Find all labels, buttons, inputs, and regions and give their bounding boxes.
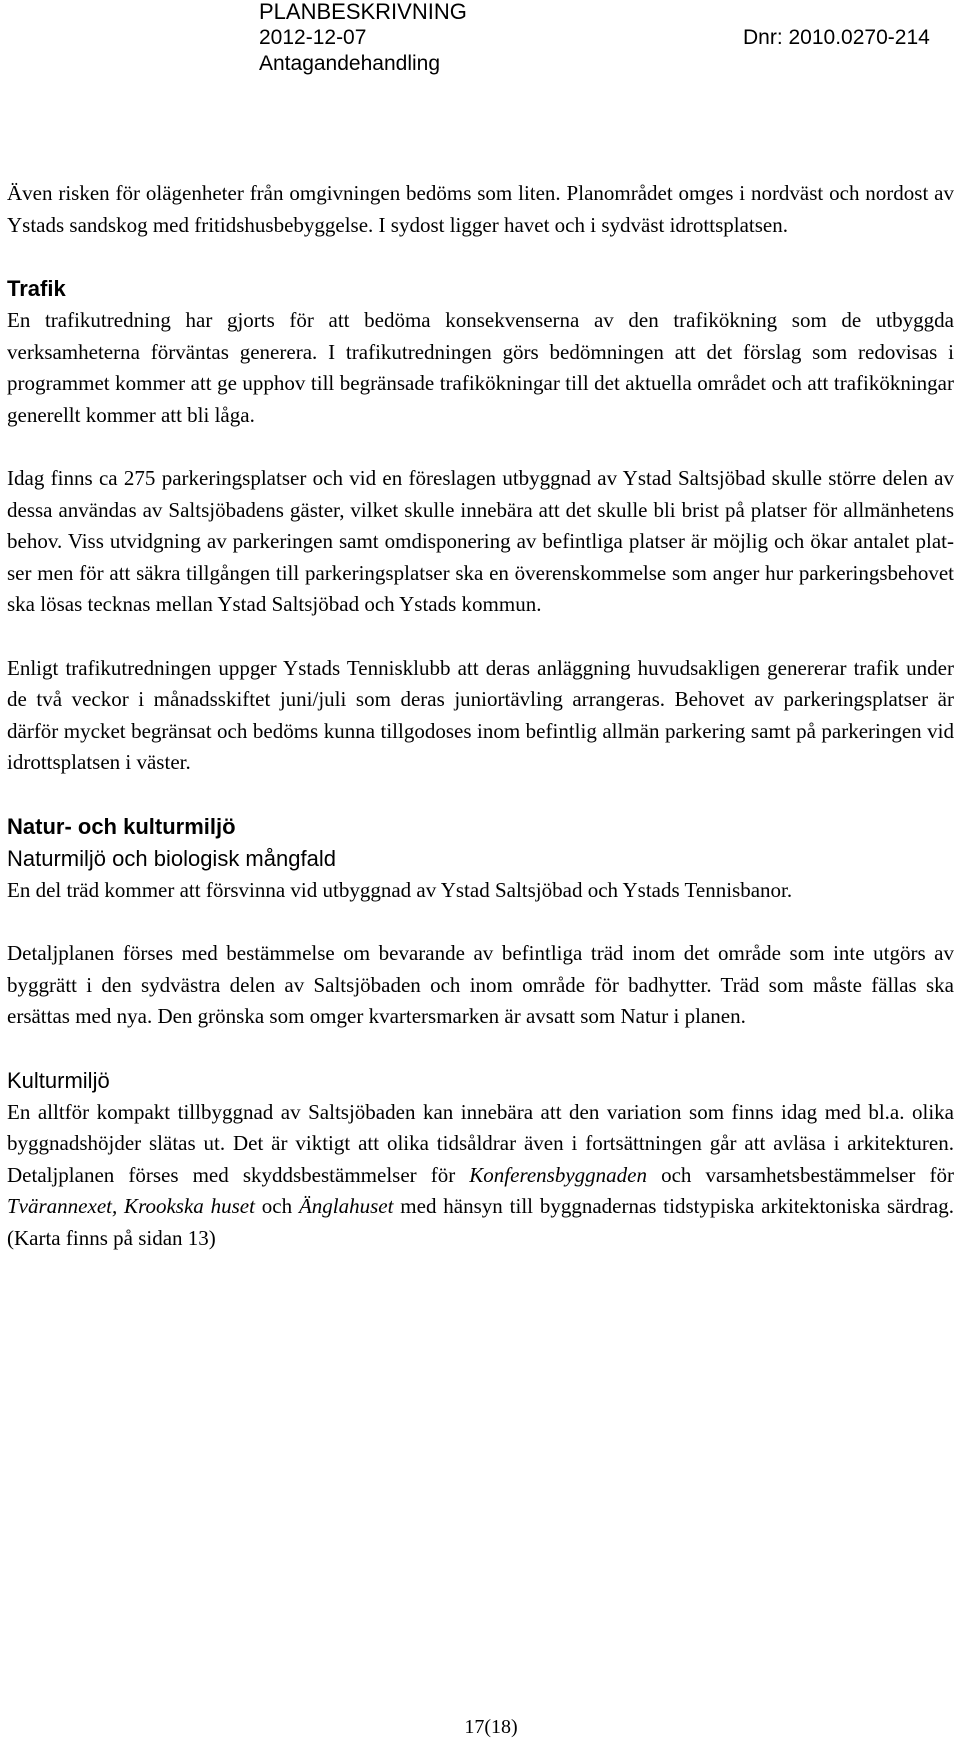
trafik-paragraph-3: Enligt trafikutredningen uppger Ystads Tennisklubb att deras anläggning huvudsakligen genererar trafik under de två veckor i månadsskiftet juni/juli som deras juniortävling arrangeras. Behovet av parkeringsplatser är därför mycket begränsat och bedöms kunna tillgodoses inom befintlig allmän parkering samt på parkeringen vid idrottsplatsen i väster. <box>7 655 954 774</box>
intro-paragraph: Även risken för olägenheter från omgivningen bedöms som liten. Planområdet omges i nordväst och nordost av Ystads sandskog med fritidshusbebyggelse. I sydost ligger havet och i sydväst idrottsplatsen. <box>7 181 954 237</box>
kultur-text-c: och <box>254 1194 299 1218</box>
building-name-konferensbyggnaden: Konferensbyggnaden <box>469 1162 647 1187</box>
section-heading-natur-kultur: Natur- och kulturmiljö <box>7 813 236 839</box>
kultur-text-d: med hänsyn till byggnadernas tidstypiska arkitektoniska särdrag. (Karta finns på sidan 13) <box>7 1194 954 1250</box>
document-diary-number: Dnr: 2010.0270-214 <box>743 26 930 49</box>
document-type-title: PLANBESKRIVNING <box>259 0 467 24</box>
natur-paragraph-1: En del träd kommer att försvinna vid utbyggnad av Ystad Saltsjöbad och Ystads Tennisbanor. <box>7 877 793 902</box>
kultur-paragraph <box>7 1097 954 1255</box>
trafik-paragraph-1: En trafikutredning har gjorts för att bedöma konsekvenserna av den trafikökning som de utbyggda verksamheterna förväntas generera. I trafikutredningen görs bedömningen att det förslag som redovisas i programmet kommer att ge upphov till begränsade trafikökningar till det aktuella området och att trafikökningar generellt kommer att bli låga. <box>7 308 954 427</box>
subheading-kulturmiljo: Kulturmiljö <box>7 1067 110 1093</box>
building-name-anglahuset: Änglahuset <box>298 1194 394 1218</box>
subheading-naturmiljo: Naturmiljö och biologisk mångfald <box>7 845 336 871</box>
kultur-text-a: En alltför kompakt tillbyggnad av Saltsjöbaden kan innebära att den variation som finns idag med bl.a. olika byggnadshöjder slätas ut. Det är viktigt att olika tidsåldrar även i fortsättningen går att avläsa i arkitekturen. Detaljplanen förses med skyddsbestämmelser för <box>7 1099 954 1187</box>
section-heading-trafik: Trafik <box>7 276 66 301</box>
trafik-paragraph-2: Idag finns ca 275 parkeringsplatser och vid en föreslagen utbyggnad av Ystad Saltsjöbad skulle större delen av dessa användas av Saltsjöbadens gäster, vilket skulle innebära att det skulle bli brist på platser för allmänhetens behov. Viss utvidgning av parkeringen samt omdisponering av befintliga platser är möjlig och ökar antalet platser men för att säkra tillgången till parkeringsplatser ska en överenskommelse som anger hur parkeringsbehovet ska lösas tecknas mellan Ystad Saltsjöbad och Ystads kommun. <box>7 466 954 616</box>
document-date: 2012-12-07 <box>259 26 367 49</box>
natur-paragraph-2: Detaljplanen förses med bestämmelse om bevarande av befintliga träd inom det område som inte utgörs av byggrätt i den sydvästra delen av Saltsjöbaden och inom område för badhytter. Träd som måste fällas ska ersättas med nya. Den grönska som omger kvartersmarken är avsatt som Natur i planen. <box>7 941 954 1028</box>
kultur-text-b: och varsamhetsbestämmelser för <box>647 1162 954 1187</box>
building-name-tvarannexet-krookska: Tvärannexet, Krookska huset <box>7 1194 255 1218</box>
document-status: Antagandehandling <box>259 52 441 75</box>
document-body <box>7 178 954 1254</box>
page-number: 17(18) <box>464 1716 518 1738</box>
